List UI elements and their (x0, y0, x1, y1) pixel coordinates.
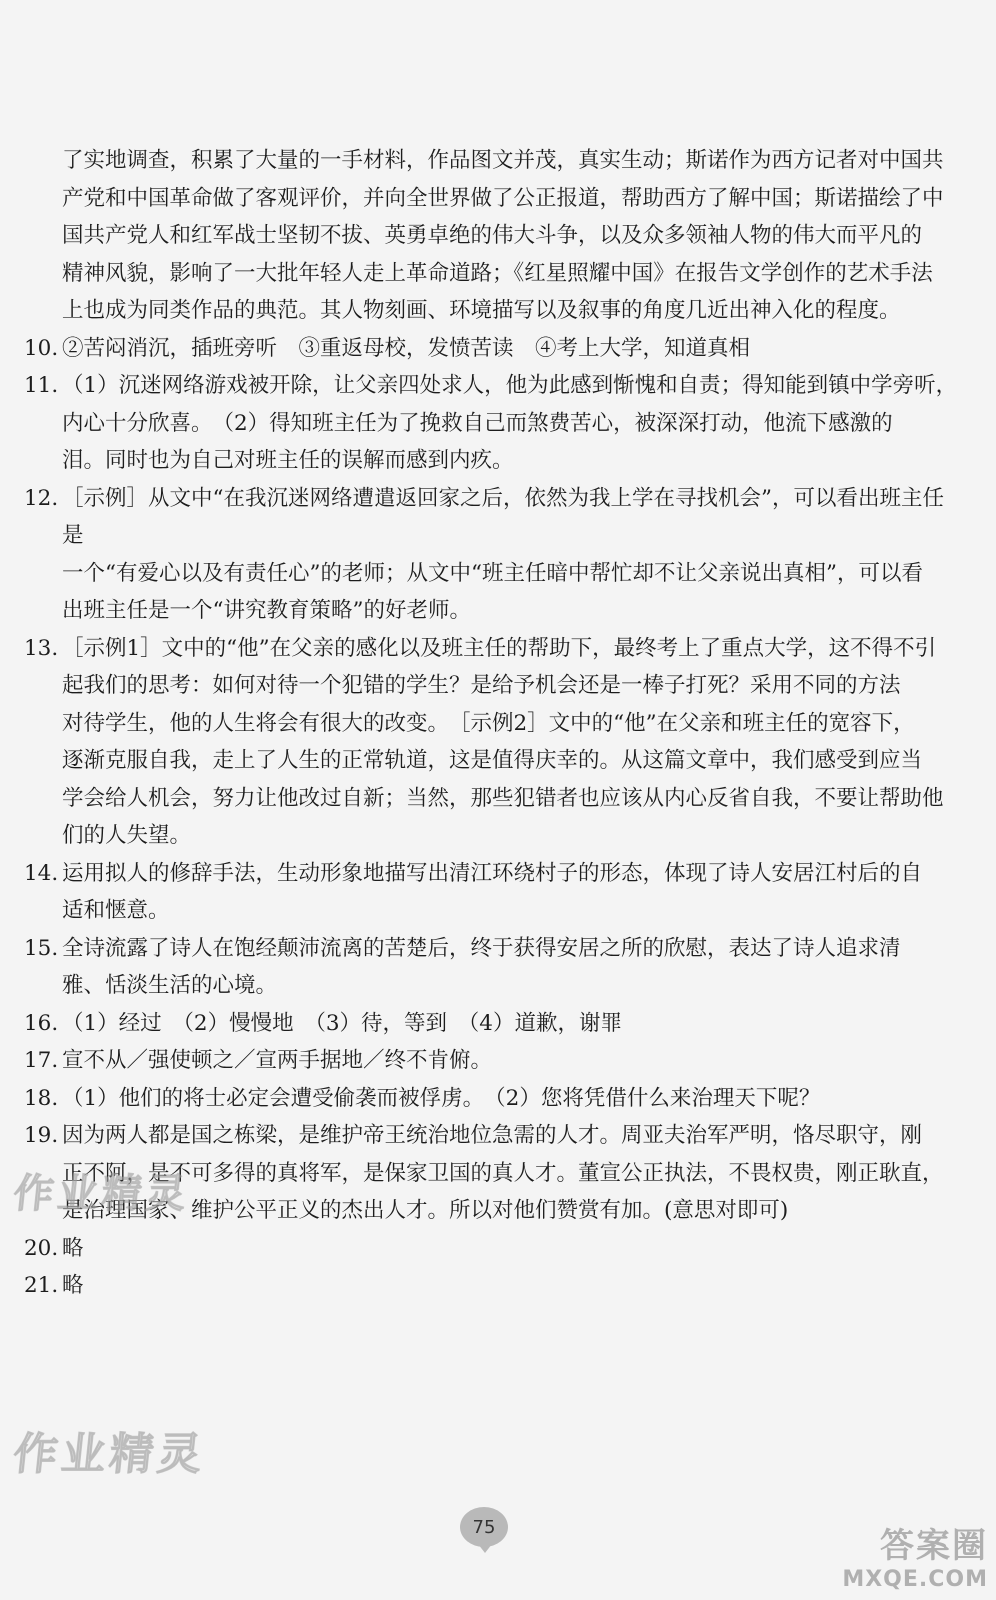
item-line: 是治理国家、维护公平正义的杰出人才。所以对他们赞赏有加。(意思对即可) (62, 1198, 789, 1223)
item-number: 21. (24, 1273, 59, 1298)
item-line: 略 (62, 1235, 84, 1261)
answer-item-14 (24, 855, 959, 930)
answer-item-10 (24, 330, 959, 368)
corner-watermark-logo (842, 1518, 988, 1592)
item-line: 对待学生，他的人生将会有很大的改变。 ［示例2］文中的“他”在父亲和班主任的宽容下， (62, 710, 915, 736)
item-line: 内心十分欣喜。 （2）得知班主任为了挽救自己而煞费苦心，被深深打动，他流下感激的 (62, 410, 893, 436)
item-line: 出班主任是一个“讲究教育策略”的好老师。 (62, 598, 471, 623)
item-line: （1）经过 （2）慢慢地 （3）待，等到 （4）道歉，谢罪 (62, 1010, 622, 1036)
corner-logo-en: MXQE.COM (842, 1567, 988, 1592)
item-number: 17. (24, 1048, 59, 1073)
item-line: （1）沉迷网络游戏被开除，让父亲四处求人，他为此感到惭愧和自责；得知能到镇中学旁听， (62, 373, 958, 398)
watermark-logo: 作业精灵 (11, 1171, 193, 1217)
intro-line: 产党和中国革命做了客观评价，并向全世界做了公正报道，帮助西方了解中国；斯诺描绘了中 (62, 185, 944, 211)
item-line: （1）他们的将士必定会遭受偷袭而被俘虏。 （2）您将凭借什么来治理天下呢？ (62, 1085, 821, 1111)
item-line: 全诗流露了诗人在饱经颠沛流离的苦楚后，终于获得安居之所的欣慰，表达了诗人追求清 (62, 935, 901, 961)
answer-item-16 (24, 1005, 959, 1043)
item-number: 16. (24, 1010, 59, 1036)
item-line: 起我们的思考：如何对待一个犯错的学生？是给予机会还是一棒子打死？采用不同的方法 (62, 673, 901, 698)
intro-line: 精神风貌，影响了一大批年轻人走上革命道路；《红星照耀中国》在报告文学创作的艺术手法 (62, 260, 933, 286)
item-line: 宣不从／强使顿之／宣两手据地／终不肯俯。 (62, 1048, 493, 1073)
item-number: 15. (24, 935, 59, 961)
item-line: ［示例］从文中“在我沉迷网络遭遣返回家之后，依然为我上学在寻找机会”，可以看出班主任是 (62, 485, 944, 548)
answer-item-18 (24, 1080, 959, 1118)
item-number: 12. (24, 485, 59, 511)
intro-line: 上也成为同类作品的典范。其人物刻画、环境描写以及叙事的角度几近出神入化的程度。 (62, 298, 901, 323)
intro-line: 国共产党人和红军战士坚韧不拔、英勇卓绝的伟大斗争，以及众多领袖人物的伟大而平凡的 (62, 223, 923, 248)
page-number-badge (460, 1507, 508, 1547)
item-number: 13. (24, 635, 59, 661)
page-number-pointer (478, 1544, 492, 1553)
answer-item-13 (24, 630, 959, 855)
answer-item-20 (24, 1230, 959, 1268)
item-line: 雅、恬淡生活的心境。 (62, 973, 278, 998)
item-line: 一个“有爱心以及有责任心”的老师；从文中“班主任暗中帮忙却不让父亲说出真相”，可以看 (62, 560, 923, 586)
corner-logo-cn: 答案圈 (880, 1526, 988, 1566)
item-line: 学会给人机会，努力让他改过自新；当然，那些犯错者也应该从内心反省自我，不要让帮助他 (62, 785, 944, 811)
answer-item-15 (24, 930, 959, 1005)
item-number: 20. (24, 1235, 59, 1261)
item-line: 逐渐克服自我，走上了人生的正常轨道，这是值得庆幸的。从这篇文章中，我们感受到应当 (62, 748, 923, 773)
watermark-logo: 作业精灵 (10, 1429, 209, 1480)
item-number: 14. (24, 860, 59, 886)
answer-item-12 (24, 480, 959, 630)
page-number: 75 (472, 1516, 496, 1538)
item-number: 18. (24, 1085, 59, 1111)
item-line: 正不阿，是不可多得的真将军，是保家卫国的真人才。董宣公正执法，不畏权贵，刚正耿直， (62, 1160, 944, 1186)
answer-item-17 (24, 1042, 959, 1080)
item-line: 泪。同时也为自己对班主任的误解而感到内疚。 (62, 448, 514, 473)
item-number: 10. (24, 335, 59, 361)
item-number: 11. (24, 373, 59, 398)
item-line: ［示例1］文中的“他”在父亲的感化以及班主任的帮助下，最终考上了重点大学，这不得不引 (62, 635, 937, 661)
item-line: 们的人失望。 (62, 823, 192, 848)
item-line: 略 (62, 1273, 84, 1298)
intro-paragraph (24, 142, 959, 330)
intro-line: 了实地调查，积累了大量的一手材料，作品图文并茂，真实生动；斯诺作为西方记者对中国共 (62, 148, 944, 173)
answer-item-11 (24, 367, 959, 480)
item-line: ②苦闷消沉，插班旁听 ③重返母校，发愤苦读 ④考上大学，知道真相 (62, 335, 751, 361)
item-line: 因为两人都是国之栋梁，是维护帝王统治地位急需的人才。周亚夫治军严明，恪尽职守，刚 (62, 1123, 923, 1148)
answer-content (24, 142, 959, 1305)
item-number: 19. (24, 1123, 59, 1148)
answer-item-21 (24, 1267, 959, 1305)
item-line: 适和惬意。 (62, 898, 170, 923)
item-line: 运用拟人的修辞手法，生动形象地描写出清江环绕村子的形态，体现了诗人安居江村后的自 (62, 860, 923, 886)
